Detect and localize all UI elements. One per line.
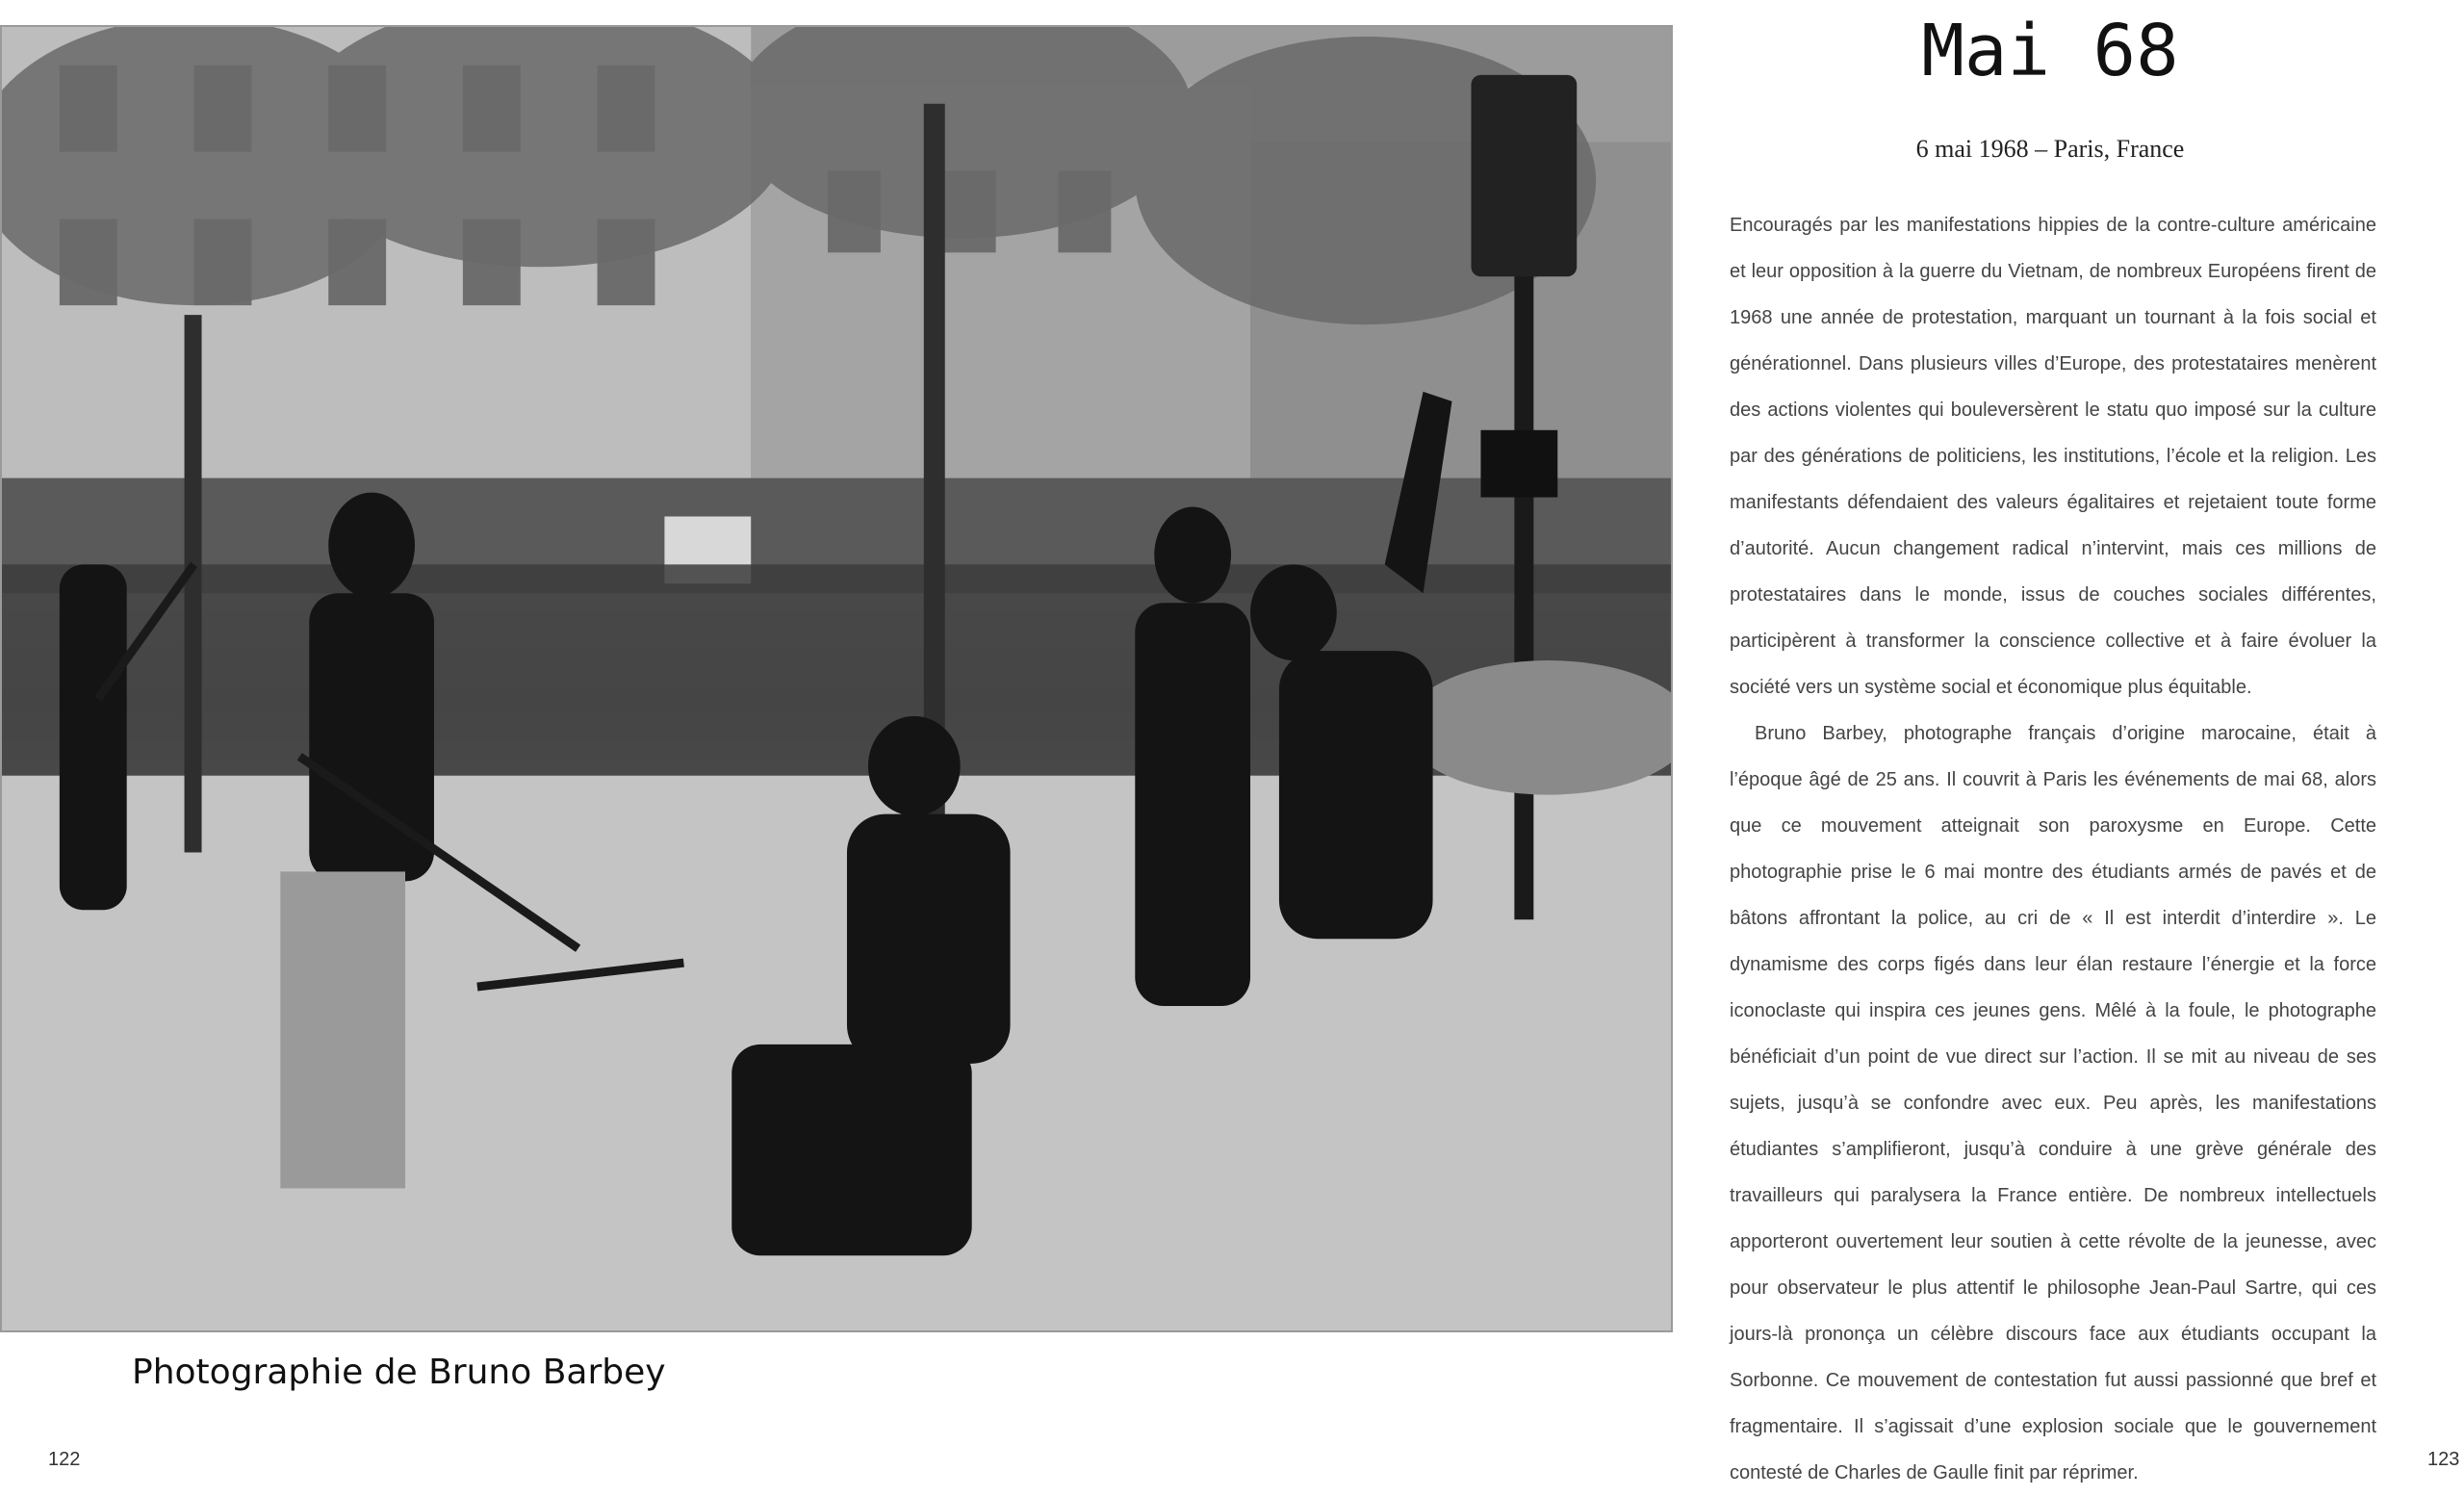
paragraph-2: Bruno Barbey, photographe français d’origine marocaine, était à l’époque âgé de 25 ans. Il couvrit à Paris les événements de mai 68, alors que ce mouvement atteignait son paroxysme en Europe. Cette photographie prise le 6 mai montre des étudiants armés de pavés et de bâtons affrontant la police, au cri de « Il est interdit d’interdire ». Le dynamisme des corps figés dans leur élan restaure l’énergie et la force iconoclaste qui inspira ces jeunes gens. Mêlé à la foule, le photographe bénéficiait d’un point de vue direct sur l’action. Il se mit au niveau de ses sujets, jusqu’à se confondre avec eux. Peu après, les manifestations étudiantes s’amplifieront, jusqu’à conduire à une grève générale des travailleurs qui paralysera la France entière. De nombreux intellectuels apporteront ouvertement leur soutien à cette révolte de la jeunesse, avec pour observateur le plus attentif le philosophe Jean-Paul Sartre, qui ces jours-là prononça un célèbre discours face aux étudiants occupant la Sorbonne. Ce mouvement de contestation fut aussi passionné que bref et fragmentaire. Il s’agissait d’une explosion sociale que le gouvernement contesté de Charles de Gaulle finit par réprimer.: [1730, 723, 2376, 1483]
page-number-left: 122: [48, 1449, 81, 1470]
photo-caption: Photographie de Bruno Barbey: [132, 1353, 666, 1392]
photo-illustration: [2, 27, 1671, 1330]
page-title: Mai 68: [1921, 10, 2179, 92]
body-text: [1730, 202, 2376, 1496]
page-subtitle: 6 mai 1968 – Paris, France: [1915, 135, 2185, 163]
protest-photograph: [0, 25, 1673, 1332]
paragraph-1: Encouragés par les manifestations hippies de la contre-culture américaine et leur opposition à la guerre du Vietnam, de nombreux Européens firent de 1968 une année de protestation, marquant un tournant à la fois social et générationnel. Dans plusieurs villes d’Europe, des protestataires menèrent des actions violentes qui bouleversèrent le statu quo imposé sur la culture par des générations de politiciens, les institutions, l’école et la religion. Les manifestants défendaient des valeurs égalitaires et rejetaient toute forme d’autorité. Aucun changement radical n’intervint, mais ces millions de protestataires dans le monde, issus de couches sociales différentes, participèrent à transformer la conscience collective et à faire évoluer la société vers un système social et économique plus équitable.: [1730, 215, 2376, 698]
page-number-right: 123: [2427, 1449, 2460, 1470]
